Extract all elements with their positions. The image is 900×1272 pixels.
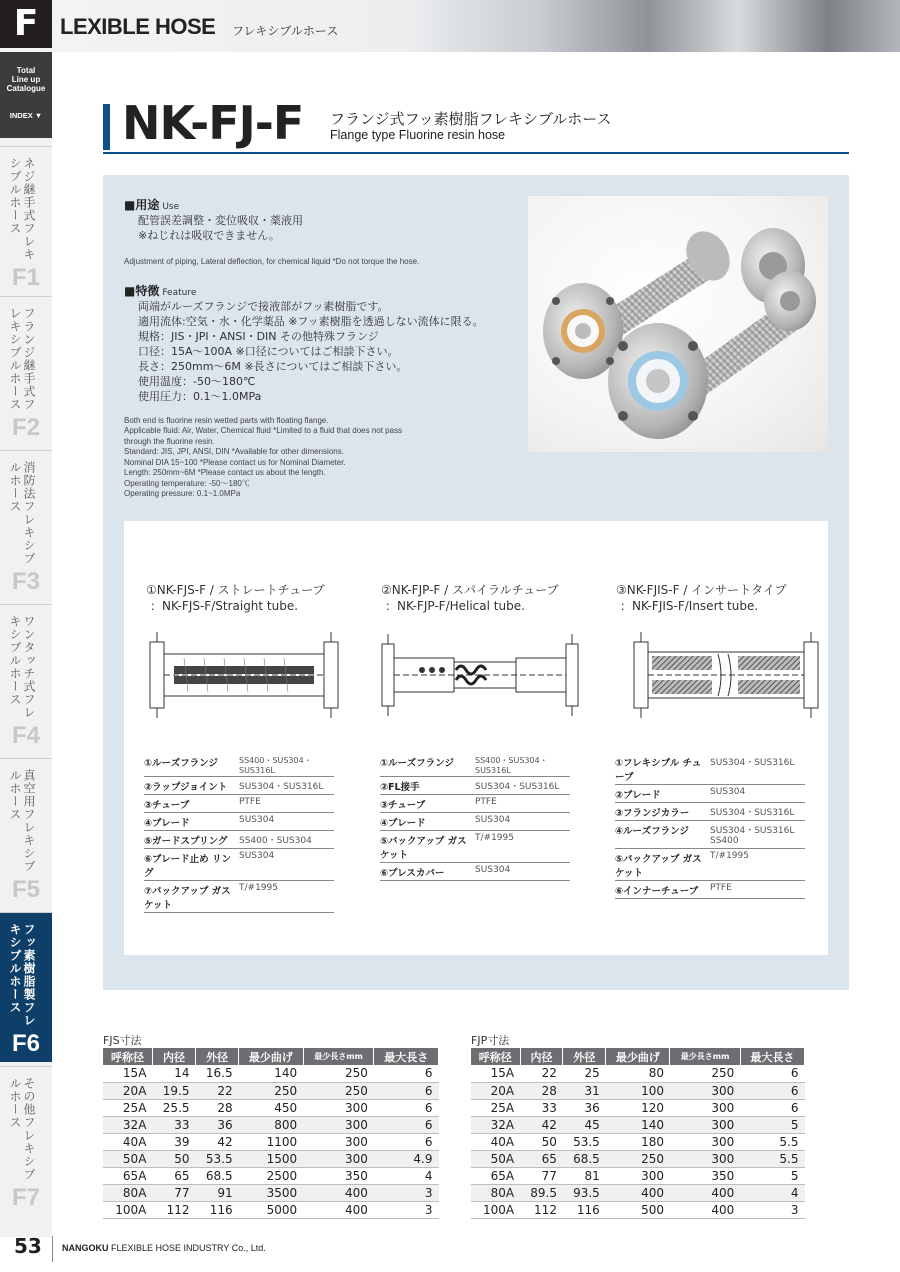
table-cell: 1500 — [239, 1150, 304, 1167]
table-cell: 2500 — [239, 1167, 304, 1184]
table-cell: 140 — [239, 1065, 304, 1082]
part-row: ④ブレード SUS304 — [144, 813, 334, 831]
table-row — [103, 1065, 439, 1082]
table-row — [103, 1167, 439, 1184]
sidebar-item-f3[interactable] — [0, 450, 52, 600]
table-header: 最少長さmm — [670, 1048, 740, 1065]
table-cell: 6 — [374, 1065, 439, 1082]
table-cell: 65A — [471, 1167, 520, 1184]
table-cell: 300 — [670, 1082, 740, 1099]
table-cell: 100A — [471, 1201, 520, 1218]
part-row: ⑤バックアップ ガスケット T/#1995 — [380, 831, 570, 863]
table-header: 外径 — [563, 1048, 606, 1065]
table-cell: 300 — [303, 1133, 374, 1150]
table-cell: 300 — [670, 1099, 740, 1116]
feature-en: Both end is fluorine resin wetted parts with floating flange. — [124, 415, 329, 425]
table-cell: 89.5 — [520, 1184, 563, 1201]
parts-list-2 — [380, 753, 570, 881]
table-cell: 19.5 — [152, 1082, 195, 1099]
fjp-dimension-table — [471, 1048, 805, 1219]
table-row — [471, 1167, 805, 1184]
table-cell: 15A — [103, 1065, 152, 1082]
part-row: ①ルーズフランジ SS400・SUS304・SUS316L — [144, 753, 334, 777]
fjs-table-caption: FJS寸法 — [103, 1034, 142, 1047]
feature-en: Standard: JIS, JPI, ANSI, DIN *Available for other dimensions. — [124, 447, 344, 456]
table-cell: 6 — [740, 1065, 804, 1082]
table-header: 最大長さ — [374, 1048, 439, 1065]
table-cell: 53.5 — [196, 1150, 239, 1167]
table-cell: 77 — [152, 1184, 195, 1201]
feature-heading: ■特徴 Feature — [124, 283, 197, 298]
table-cell: 40A — [103, 1133, 152, 1150]
part-row: ①ルーズフランジ SS400・SUS304・SUS316L — [380, 753, 570, 777]
table-cell: 50A — [471, 1150, 520, 1167]
table-cell: 300 — [303, 1150, 374, 1167]
drawing-helical-tube — [376, 630, 586, 720]
table-cell: 80A — [471, 1184, 520, 1201]
sidebar-item-f4[interactable] — [0, 604, 52, 754]
table-cell: 350 — [670, 1167, 740, 1184]
part-row: ②ラップジョイント SUS304・SUS316L — [144, 777, 334, 795]
part-row: ⑥ブレード止め リング SUS304 — [144, 849, 334, 881]
table-cell: 140 — [606, 1116, 670, 1133]
feature-en: Length: 250mm~6M *Please contact us about the length. — [124, 468, 326, 477]
title-underline — [103, 152, 849, 154]
feature-line: 使用圧力：0.1～1.0MPa — [138, 389, 262, 403]
sidebar-item-code: F7 — [11, 1184, 40, 1211]
table-row — [103, 1201, 439, 1218]
fjp-table-caption: FJP寸法 — [471, 1034, 510, 1047]
table-cell: 33 — [152, 1116, 195, 1133]
table-cell: 400 — [670, 1201, 740, 1218]
table-cell: 6 — [374, 1082, 439, 1099]
table-cell: 3500 — [239, 1184, 304, 1201]
table-cell: 116 — [196, 1201, 239, 1218]
table-header: 最大長さ — [740, 1048, 804, 1065]
table-cell: 112 — [520, 1201, 563, 1218]
table-row — [471, 1201, 805, 1218]
table-row — [103, 1150, 439, 1167]
parts-list-3 — [615, 753, 805, 899]
feature-en: Operating pressure: 0.1~1.0MPa — [124, 489, 241, 498]
table-cell: 5.5 — [740, 1133, 804, 1150]
table-cell: 65 — [152, 1167, 195, 1184]
sidebar-item-code: F2 — [11, 414, 40, 441]
product-name-en: Flange type Fluorine resin hose — [330, 128, 506, 142]
sidebar-item-f6[interactable] — [0, 912, 52, 1062]
table-cell: 400 — [303, 1184, 374, 1201]
table-cell: 80A — [103, 1184, 152, 1201]
feature-line: 規格：JIS・JPI・ANSI・DIN その他特殊フランジ — [138, 329, 379, 343]
table-cell: 68.5 — [196, 1167, 239, 1184]
feature-line: 両端がルーズフランジで接液部がフッ素樹脂です。 — [138, 299, 389, 313]
table-cell: 800 — [239, 1116, 304, 1133]
table-cell: 53.5 — [563, 1133, 606, 1150]
table-cell: 50A — [103, 1150, 152, 1167]
table-cell: 31 — [563, 1082, 606, 1099]
table-cell: 300 — [606, 1167, 670, 1184]
table-row — [103, 1133, 439, 1150]
table-cell: 6 — [374, 1099, 439, 1116]
table-row — [103, 1116, 439, 1133]
table-cell: 300 — [670, 1150, 740, 1167]
feature-en: through the fluorine resin. — [124, 436, 215, 446]
table-cell: 300 — [303, 1116, 374, 1133]
table-cell: 5000 — [239, 1201, 304, 1218]
use-line: 配管誤差調整・変位吸収・薬液用 — [138, 214, 303, 227]
sidebar-item-label: ワンタッチ式フレキシブルホース — [8, 615, 36, 719]
table-cell: 180 — [606, 1133, 670, 1150]
index-link[interactable]: INDEX ▼ — [9, 111, 43, 120]
table-cell: 15A — [471, 1065, 520, 1082]
header-title-jp: フレキシブルホース — [232, 24, 339, 38]
table-cell: 36 — [563, 1099, 606, 1116]
table-header: 内径 — [520, 1048, 563, 1065]
table-cell: 400 — [303, 1201, 374, 1218]
feature-en: Operating temperature: -50～180℃ — [124, 478, 250, 488]
part-row: ⑥プレスカバー SUS304 — [380, 863, 570, 881]
table-cell: 91 — [196, 1184, 239, 1201]
catalog-line: Line up — [11, 75, 41, 84]
table-cell: 39 — [152, 1133, 195, 1150]
table-cell: 50 — [520, 1133, 563, 1150]
header-title: LEXIBLE HOSE — [60, 14, 216, 39]
table-cell: 50 — [152, 1150, 195, 1167]
part-row: ②FL接手 SUS304・SUS316L — [380, 777, 570, 795]
feature-en: Nominal DIA 15~100 *Please contact us for Nominal Diameter. — [124, 457, 346, 467]
catalogue-link[interactable] — [0, 52, 52, 138]
part-row: ⑦バックアップ ガスケット T/#1995 — [144, 881, 334, 913]
fjs-dimension-table — [103, 1048, 439, 1219]
table-header: 最少長さmm — [303, 1048, 374, 1065]
sidebar-item-f1[interactable] — [0, 146, 52, 296]
sidebar-item-code: F4 — [11, 722, 40, 749]
sidebar-item-code: F1 — [11, 264, 40, 291]
footer-company: NANGOKU FLEXIBLE HOSE INDUSTRY Co., Ltd. — [62, 1243, 266, 1253]
sidebar-item-label: 消防法フレキシブルホース — [8, 461, 36, 565]
table-cell: 22 — [196, 1082, 239, 1099]
table-cell: 22 — [520, 1065, 563, 1082]
table-cell: 1100 — [239, 1133, 304, 1150]
use-heading: ■用途 Use — [124, 198, 180, 212]
table-cell: 4.9 — [374, 1150, 439, 1167]
table-cell: 80 — [606, 1065, 670, 1082]
table-cell: 14 — [152, 1065, 195, 1082]
table-cell: 28 — [196, 1099, 239, 1116]
feature-line: 口径：15A～100A ※口径についてはご相談下さい。 — [138, 344, 399, 358]
table-header: 呼称径 — [103, 1048, 152, 1065]
table-cell: 3 — [740, 1201, 804, 1218]
table-cell: 100 — [606, 1082, 670, 1099]
table-row — [103, 1082, 439, 1099]
table-cell: 25.5 — [152, 1099, 195, 1116]
sidebar-item-label: 真空用フレキシブルホース — [8, 769, 36, 873]
table-cell: 6 — [740, 1099, 804, 1116]
table-cell: 4 — [374, 1167, 439, 1184]
sidebar-item-code: F6 — [11, 1030, 40, 1057]
table-cell: 5 — [740, 1167, 804, 1184]
table-row — [471, 1116, 805, 1133]
table-cell: 65A — [103, 1167, 152, 1184]
table-header: 内径 — [152, 1048, 195, 1065]
sidebar-item-code: F3 — [11, 568, 40, 595]
table-header: 最少曲げ — [606, 1048, 670, 1065]
table-cell: 300 — [303, 1099, 374, 1116]
table-cell: 112 — [152, 1201, 195, 1218]
part-row: ⑥インナーチューブ PTFE — [615, 881, 805, 899]
part-row: ③チューブ PTFE — [144, 795, 334, 813]
table-row — [471, 1150, 805, 1167]
product-photo — [527, 195, 829, 453]
table-cell: 250 — [606, 1150, 670, 1167]
table-cell: 40A — [471, 1133, 520, 1150]
table-cell: 42 — [196, 1133, 239, 1150]
sidebar-item-label: フッ素樹脂製フレキシブルホース — [8, 923, 36, 1027]
table-cell: 32A — [103, 1116, 152, 1133]
product-model: NK-FJ-F — [122, 96, 304, 150]
table-cell: 65 — [520, 1150, 563, 1167]
table-cell: 250 — [303, 1082, 374, 1099]
use-en: Adjustment of piping, Lateral deflection, for chemical liquid *Do not torque the hose. — [124, 257, 420, 266]
table-cell: 77 — [520, 1167, 563, 1184]
part-row: ③フランジカラー SUS304・SUS316L — [615, 803, 805, 821]
table-row — [471, 1065, 805, 1082]
table-cell: 500 — [606, 1201, 670, 1218]
table-cell: 33 — [520, 1099, 563, 1116]
table-cell: 25 — [563, 1065, 606, 1082]
part-row: ④ブレード SUS304 — [380, 813, 570, 831]
part-row: ①フレキシブル チューブ SUS304・SUS316L — [615, 753, 805, 785]
drawing-straight-tube — [144, 630, 344, 720]
type3-caption: ③NK-FJIS-F / インサートタイプ ：NK-FJIS-F/Insert tube. — [616, 583, 787, 613]
sidebar-item-label: その他フレキシブルホース — [8, 1077, 36, 1181]
table-cell: 68.5 — [563, 1150, 606, 1167]
feature-en: Applicable fluid: Air, Water, Chemical fluid *Limited to a fluid that does not pass — [124, 426, 403, 435]
table-cell: 250 — [239, 1082, 304, 1099]
table-cell: 16.5 — [196, 1065, 239, 1082]
table-cell: 6 — [374, 1116, 439, 1133]
table-cell: 93.5 — [563, 1184, 606, 1201]
table-cell: 42 — [520, 1116, 563, 1133]
table-cell: 81 — [563, 1167, 606, 1184]
feature-line: 長さ：250mm～6M ※長さについてはご相談下さい。 — [138, 359, 408, 373]
sidebar-item-f2[interactable] — [0, 296, 52, 446]
table-cell: 250 — [670, 1065, 740, 1082]
feature-line: 適用流体:空気・水・化学薬品 ※フッ素樹脂を透過しない流体に限る。 — [138, 314, 484, 328]
sidebar-item-label: ネジ継手式フレキシブルホース — [8, 157, 36, 261]
table-cell: 300 — [670, 1116, 740, 1133]
hose-illustration — [528, 196, 829, 453]
table-header: 外径 — [196, 1048, 239, 1065]
sidebar-item-code: F5 — [11, 876, 40, 903]
catalog-line: Catalogue — [6, 84, 46, 93]
table-header: 呼称径 — [471, 1048, 520, 1065]
table-cell: 250 — [303, 1065, 374, 1082]
table-cell: 100A — [103, 1201, 152, 1218]
table-cell: 20A — [103, 1082, 152, 1099]
catalog-line: Total — [16, 66, 36, 75]
part-row: ⑤ガードスプリング SS400・SUS304 — [144, 831, 334, 849]
table-row — [471, 1082, 805, 1099]
table-row — [471, 1133, 805, 1150]
sidebar-item-label: フランジ継手式フレキシブルホース — [8, 307, 36, 411]
table-cell: 5 — [740, 1116, 804, 1133]
table-cell: 28 — [520, 1082, 563, 1099]
table-cell: 6 — [740, 1082, 804, 1099]
page-number: 53 — [14, 1234, 42, 1258]
table-cell: 4 — [740, 1184, 804, 1201]
table-row — [103, 1099, 439, 1116]
part-row: ②ブレード SUS304 — [615, 785, 805, 803]
footer-divider — [52, 1236, 53, 1262]
table-cell: 116 — [563, 1201, 606, 1218]
part-row: ⑤バックアップ ガスケット T/#1995 — [615, 849, 805, 881]
type2-caption: ②NK-FJP-F / スパイラルチューブ ：NK-FJP-F/Helical tube. — [381, 583, 559, 613]
product-name-jp: フランジ式フッ素樹脂フレキシブルホース — [330, 110, 612, 128]
table-cell: 25A — [471, 1099, 520, 1116]
table-cell: 350 — [303, 1167, 374, 1184]
table-cell: 120 — [606, 1099, 670, 1116]
table-cell: 300 — [670, 1133, 740, 1150]
table-cell: 45 — [563, 1116, 606, 1133]
feature-line: 使用温度：-50～180℃ — [138, 374, 256, 388]
table-cell: 20A — [471, 1082, 520, 1099]
title-accent-bar — [103, 104, 110, 150]
parts-list-1 — [144, 753, 334, 913]
table-cell: 36 — [196, 1116, 239, 1133]
drawing-insert-tube — [628, 630, 828, 720]
table-cell: 3 — [374, 1184, 439, 1201]
table-cell: 5.5 — [740, 1150, 804, 1167]
section-letter: F — [0, 0, 52, 48]
table-cell: 400 — [606, 1184, 670, 1201]
table-cell: 6 — [374, 1133, 439, 1150]
table-cell: 3 — [374, 1201, 439, 1218]
table-header: 最少曲げ — [239, 1048, 304, 1065]
table-cell: 450 — [239, 1099, 304, 1116]
table-cell: 25A — [103, 1099, 152, 1116]
table-cell: 400 — [670, 1184, 740, 1201]
spec-text — [124, 196, 524, 500]
table-cell: 32A — [471, 1116, 520, 1133]
type1-caption: ①NK-FJS-F / ストレートチューブ ：NK-FJS-F/Straight tube. — [146, 583, 325, 613]
part-row: ③チューブ PTFE — [380, 795, 570, 813]
table-row — [103, 1184, 439, 1201]
sidebar-item-f7[interactable] — [0, 1066, 52, 1216]
sidebar-item-f5[interactable] — [0, 758, 52, 908]
part-row: ④ルーズフランジ SUS304・SUS316L SS400 — [615, 821, 805, 849]
table-row — [471, 1184, 805, 1201]
use-line: ※ねじれは吸収できません。 — [138, 229, 280, 242]
table-row — [471, 1099, 805, 1116]
